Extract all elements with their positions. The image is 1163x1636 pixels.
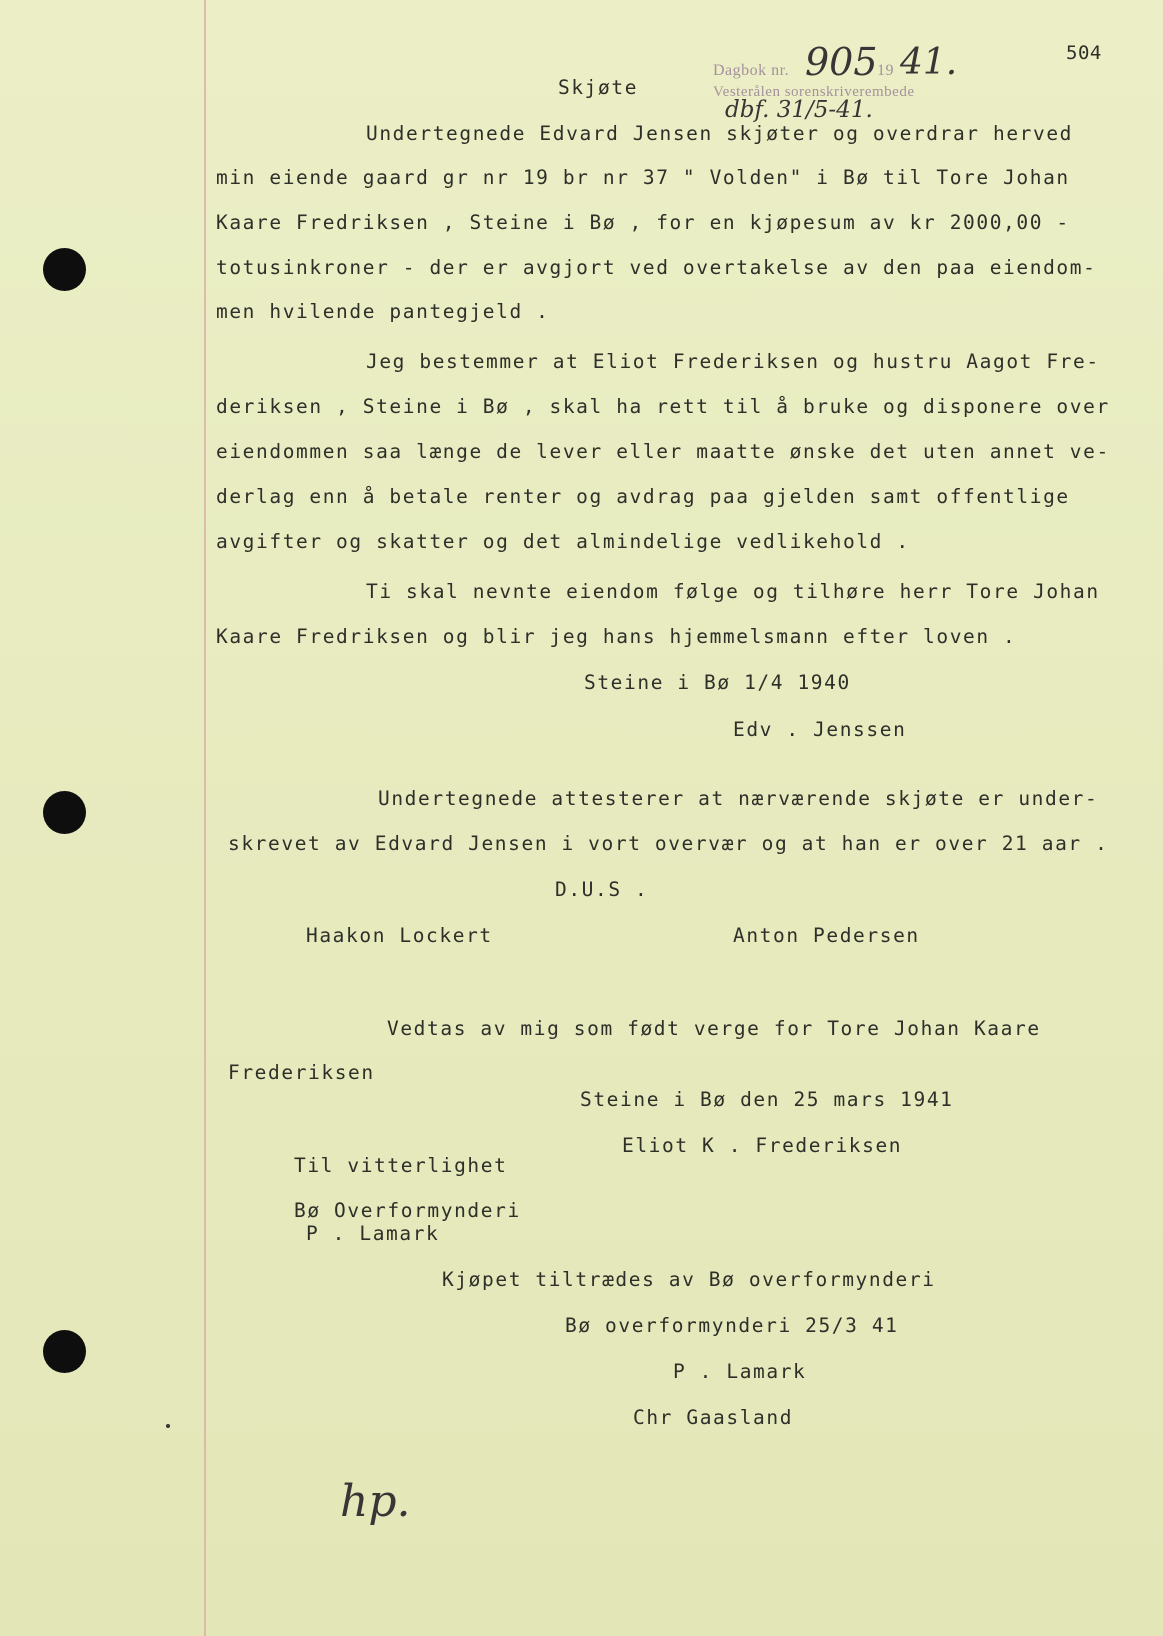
page-number: 504 [1066,42,1102,64]
text-line: Steine i Bø den 25 mars 1941 [580,1088,954,1111]
text-line: Steine i Bø 1/4 1940 [584,671,851,694]
text-line: Ti skal nevnte eiendom følge og tilhøre herr Tore Johan [366,580,1100,603]
margin-line [204,0,206,1636]
punch-hole [43,1330,86,1373]
text-line: Jeg bestemmer at Eliot Frederiksen og hustru Aagot Fre- [366,350,1100,373]
text-line: Kjøpet tiltrædes av Bø overformynderi [442,1268,936,1291]
witness-name: Anton Pedersen [733,924,920,947]
witness-name: Haakon Lockert [306,924,493,947]
text-line: D.U.S . [555,878,649,901]
text-line: Bø overformynderi 25/3 41 [565,1314,899,1337]
punch-hole [43,248,86,291]
text-line: Kaare Fredriksen , Steine i Bø , for en kjøpesum av kr 2000,00 - [216,211,1070,234]
text-line: Kaare Fredriksen og blir jeg hans hjemmelsmann efter loven . [216,625,1017,648]
text-line: Undertegnede Edvard Jensen skjøter og overdrar herved [366,122,1074,145]
stamp-year-prefix: 19 [877,62,894,79]
text-line: Frederiksen [228,1061,375,1084]
signature-typed: Edv . Jenssen [733,718,907,741]
text-line: Vedtas av mig som født verge for Tore Johan Kaare [387,1017,1041,1040]
signature-typed: P . Lamark [673,1360,807,1383]
text-line: avgifter og skatter og det almindelige vedlikehold . [216,530,910,553]
signature-typed: Chr Gaasland [633,1406,794,1429]
text-line: skrevet av Edvard Jensen i vort overvær og at han er over 21 aar . [228,832,1109,855]
stamp-dagbok: Dagbok nr. [713,62,790,79]
text-line: deriksen , Steine i Bø , skal ha rett til å bruke og disponere over [216,395,1110,418]
handwritten-entry-number: 905 [805,40,878,84]
document-title: Skjøte [558,76,639,99]
text-line: Bø Overformynderi [294,1199,521,1222]
signature-typed: P . Lamark [306,1222,440,1245]
handwritten-year: 41. [900,42,958,83]
punch-hole [43,791,86,834]
handwritten-registration: dbf. 31/5-41. [725,97,873,123]
text-line: Til vitterlighet [294,1154,508,1177]
signature-typed: Eliot K . Frederiksen [622,1134,903,1157]
handwritten-initials: hp. [340,1476,411,1527]
text-line: totusinkroner - der er avgjort ved overtakelse av den paa eiendom- [216,256,1097,279]
ink-dot [166,1424,170,1428]
text-line: min eiende gaard gr nr 19 br nr 37 " Volden" i Bø til Tore Johan [216,166,1070,189]
text-line: derlag enn å betale renter og avdrag paa gjelden samt offentlige [216,485,1070,508]
stamp-office: Vesterålen sorenskriverembede [713,84,915,100]
text-line: eiendommen saa længe de lever eller maatte ønske det uten annet ve- [216,440,1110,463]
text-line: men hvilende pantegjeld . [216,300,550,323]
text-line: Undertegnede attesterer at nærværende skjøte er under- [378,787,1099,810]
